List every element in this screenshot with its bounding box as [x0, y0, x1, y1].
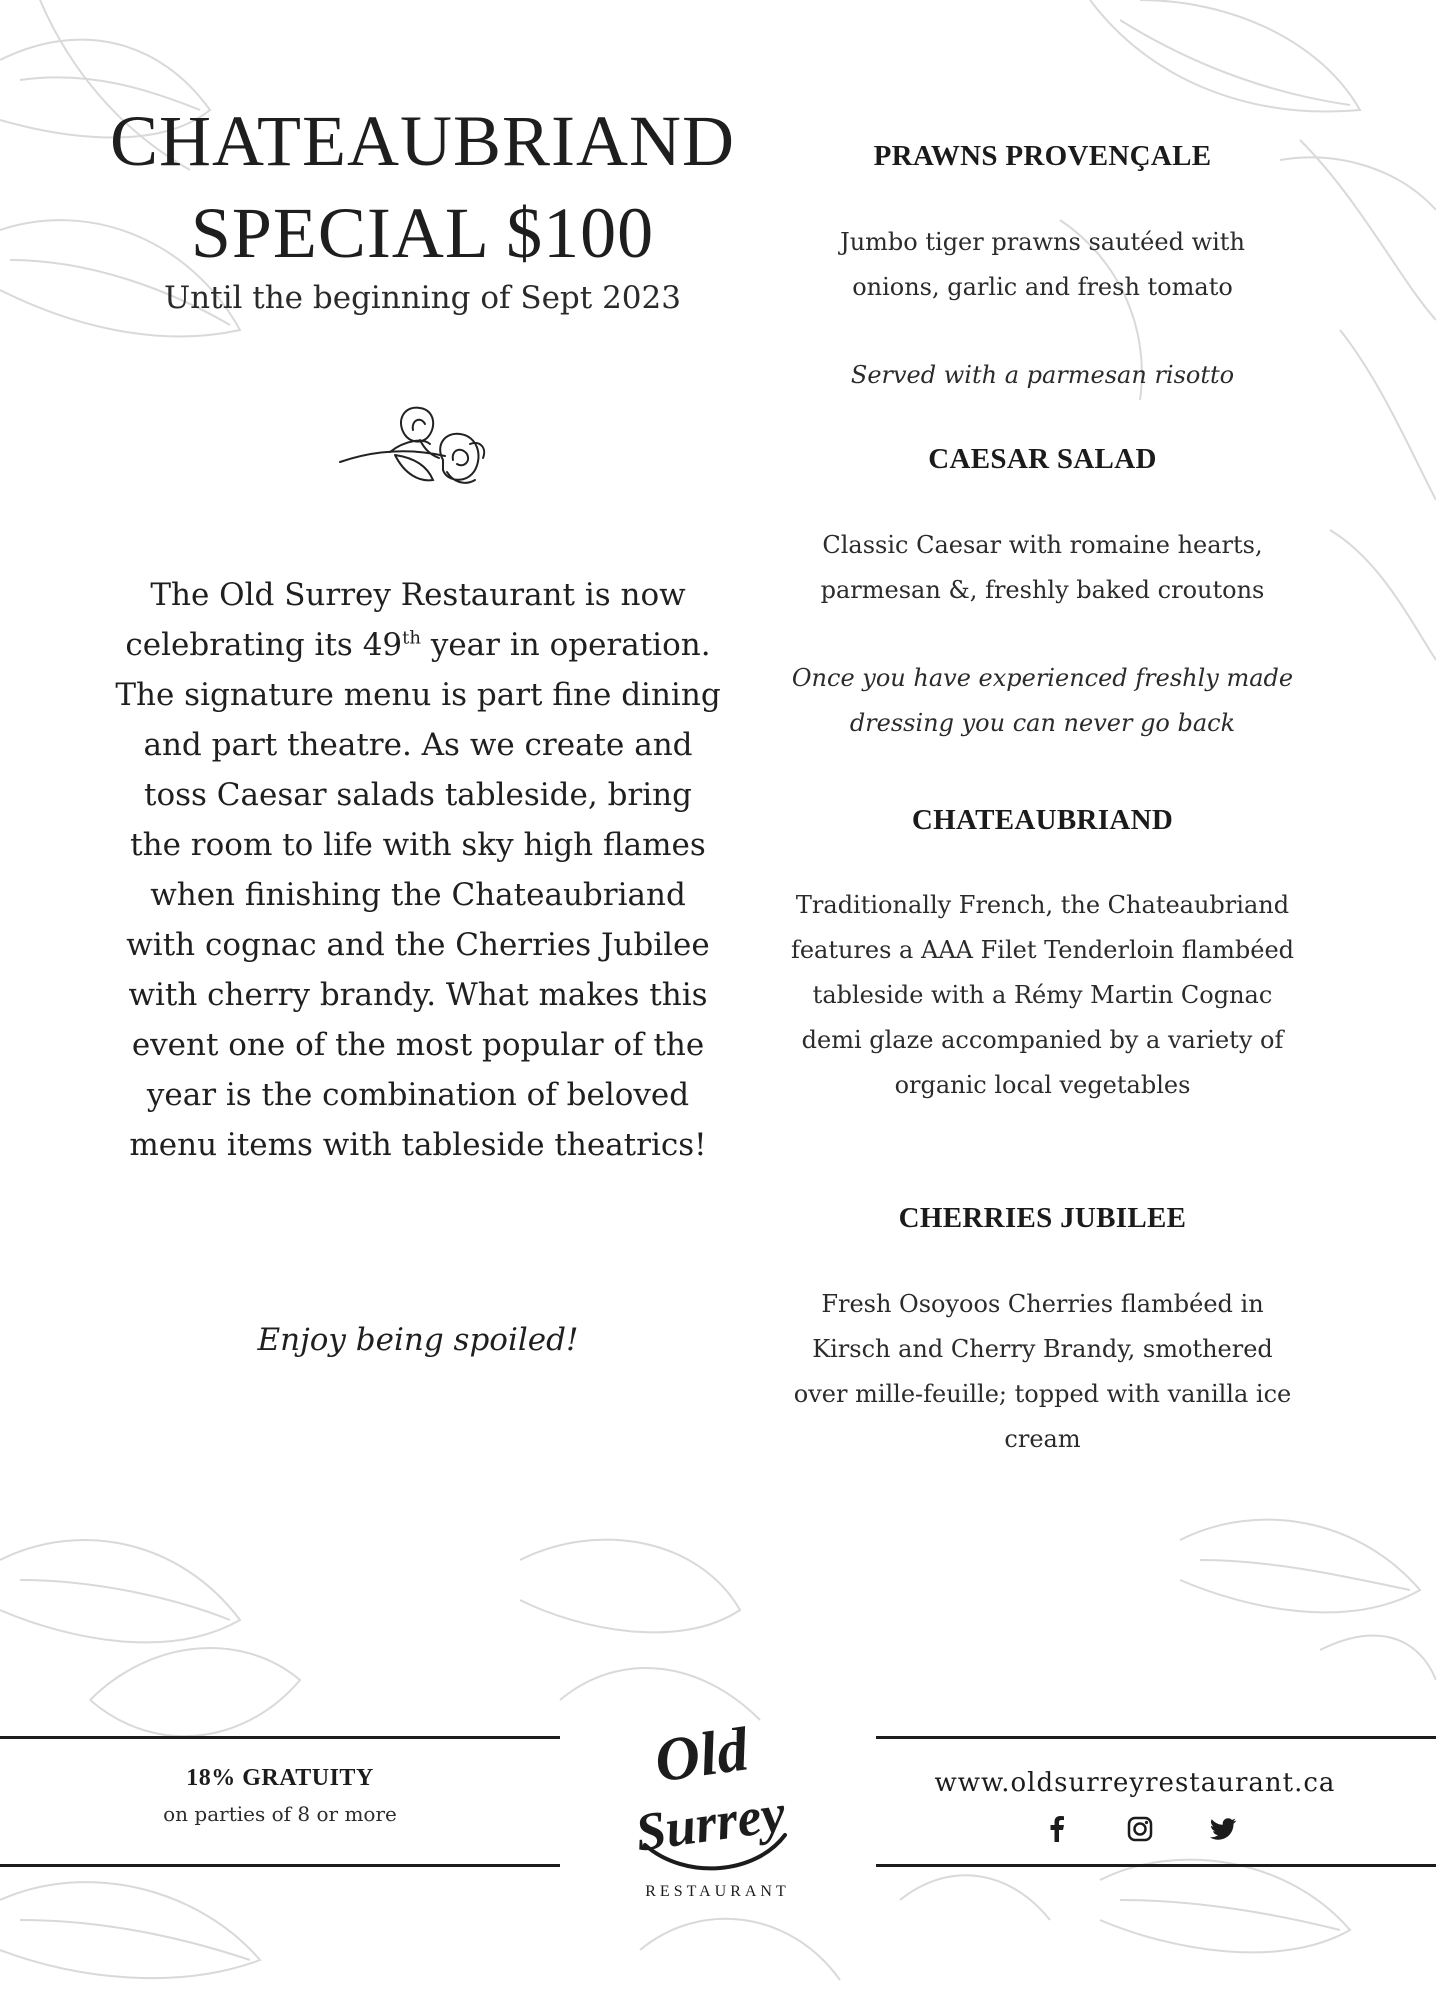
twitter-icon[interactable] [1206, 1812, 1240, 1846]
dish-title-caesar: CAESAR SALAD [928, 443, 1157, 475]
special-title-line-2: SPECIAL $100 [190, 193, 655, 273]
rose-illustration-icon [335, 400, 505, 510]
dish-note-caesar: Once you have experienced freshly made dressing you can never go back [791, 664, 1294, 737]
gratuity-title: 18% GRATUITY [186, 1765, 374, 1791]
intro-text-part-1: The Old Surrey Restaurant is now celebrating its 49 [125, 577, 686, 663]
special-title [100, 95, 745, 279]
footer-rule-right-bottom [876, 1864, 1436, 1867]
social-icons [1040, 1812, 1240, 1846]
instagram-icon[interactable] [1123, 1812, 1157, 1846]
footer-rule-left-bottom [0, 1864, 560, 1867]
special-title-line-1: CHATEAUBRIAND [110, 101, 735, 181]
intro-text-part-2: year in operation. The signature menu is part fine dining and part theatre. As we create and toss Caesar salads tableside, bring the room to life with sky high flames when finishing the Chateaubriand with cognac and the Cherries Jubilee with cherry brandy. What makes this event one of the most popular of the year is the combination of beloved menu items with tableside theatrics! [115, 627, 721, 1163]
intro-paragraph [115, 570, 721, 1170]
logo-word-old: Old [650, 1715, 753, 1796]
logo-restaurant-word: RESTAURANT [645, 1883, 790, 1900]
dish-title-prawns: PRAWNS PROVENÇALE [873, 140, 1212, 172]
gratuity-subtitle: on parties of 8 or more [163, 1802, 397, 1826]
facebook-icon[interactable] [1040, 1812, 1074, 1846]
intro-superscript: th [402, 627, 421, 649]
website-link[interactable]: www.oldsurreyrestaurant.ca [934, 1768, 1336, 1798]
old-surrey-logo [615, 1705, 820, 1915]
dish-description-prawns: Jumbo tiger prawns sautéed with onions, garlic and fresh tomato [840, 228, 1245, 301]
dish-note-prawns: Served with a parmesan risotto [850, 361, 1235, 389]
footer-rule-left-top [0, 1736, 560, 1739]
dish-description-cherries: Fresh Osoyoos Cherries flambéed in Kirsch and Cherry Brandy, smothered over mille-feuille; topped with vanilla ice cream [793, 1290, 1292, 1453]
dish-title-chateaubriand: CHATEAUBRIAND [911, 804, 1174, 836]
closing-line: Enjoy being spoiled! [257, 1322, 579, 1358]
old-surrey-logo-mark [615, 1705, 820, 1880]
dish-description-chateaubriand: Traditionally French, the Chateaubriand features a AAA Filet Tenderloin flambéed tableside with a Rémy Martin Cognac demi glaze accompanied by a variety of organic local vegetables [790, 891, 1295, 1099]
footer-rule-right-top [876, 1736, 1436, 1739]
logo-word-surrey: Surrey [631, 1782, 789, 1863]
dish-description-caesar: Classic Caesar with romaine hearts, parmesan &, freshly baked croutons [820, 531, 1265, 604]
dish-title-cherries: CHERRIES JUBILEE [898, 1202, 1187, 1234]
special-subtitle: Until the beginning of Sept 2023 [164, 280, 681, 316]
